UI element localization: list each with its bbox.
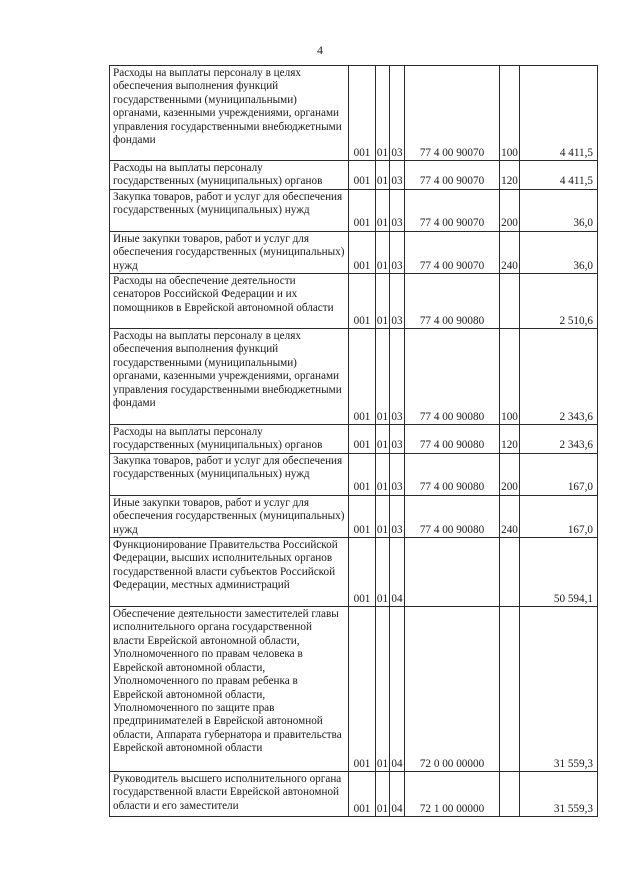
section-code: 01 bbox=[376, 425, 390, 454]
item-name: Расходы на выплаты персоналу государственных (муниципальных) органов bbox=[110, 161, 349, 190]
table-row bbox=[110, 453, 598, 495]
table-row bbox=[110, 329, 598, 425]
expense-type-code: 120 bbox=[500, 161, 520, 190]
amount-value: 167,0 bbox=[520, 495, 598, 537]
target-article-code: 77 4 00 90080 bbox=[405, 495, 500, 537]
item-name: Расходы на выплаты персоналу в целях обеспечения выполнения функций государственными (муниципальными) органами, казенными учреждениями, органами управления государственными внебюджетными фондами bbox=[110, 329, 349, 425]
item-name: Обеспечение деятельности заместителей главы исполнительного органа государственной власти Еврейской автономной области, Уполномоченного по правам человека в Еврейской автономной области, Уполномоченного по правам ребенка в Еврейской автономной области, Уполномоченного по защите прав предпринимателей в Еврейской автономной области, Аппарата губернатора и правительства Еврейской автономной области bbox=[110, 607, 349, 772]
section-code: 01 bbox=[376, 495, 390, 537]
amount-value: 167,0 bbox=[520, 453, 598, 495]
amount-value: 4 411,5 bbox=[520, 161, 598, 190]
target-article-code: 77 4 00 90080 bbox=[405, 329, 500, 425]
target-article-code: 77 4 00 90070 bbox=[405, 231, 500, 273]
subsection-code: 04 bbox=[390, 607, 405, 772]
item-name: Расходы на выплаты персоналу в целях обеспечения выполнения функций государственными (муниципальными) органами, казенными учреждениями, органами управления государственными внебюджетными фондами bbox=[110, 66, 349, 161]
subsection-code: 04 bbox=[390, 772, 405, 817]
amount-value: 36,0 bbox=[520, 189, 598, 231]
ministry-code: 001 bbox=[349, 189, 376, 231]
subsection-code: 04 bbox=[390, 538, 405, 607]
target-article-code: 72 0 00 00000 bbox=[405, 607, 500, 772]
table-row bbox=[110, 425, 598, 454]
ministry-code: 001 bbox=[349, 274, 376, 329]
target-article-code: 77 4 00 90070 bbox=[405, 66, 500, 161]
expense-type-code bbox=[500, 538, 520, 607]
subsection-code: 03 bbox=[390, 425, 405, 454]
amount-value: 36,0 bbox=[520, 231, 598, 273]
table-row bbox=[110, 495, 598, 537]
section-code: 01 bbox=[376, 538, 390, 607]
section-code: 01 bbox=[376, 329, 390, 425]
section-code: 01 bbox=[376, 274, 390, 329]
target-article-code: 72 1 00 00000 bbox=[405, 772, 500, 817]
ministry-code: 001 bbox=[349, 161, 376, 190]
section-code: 01 bbox=[376, 772, 390, 817]
item-name: Руководитель высшего исполнительного органа государственной власти Еврейской автономной области и его заместители bbox=[110, 772, 349, 817]
table-row bbox=[110, 607, 598, 772]
item-name: Иные закупки товаров, работ и услуг для обеспечения государственных (муниципальных) нужд bbox=[110, 231, 349, 273]
target-article-code: 77 4 00 90070 bbox=[405, 161, 500, 190]
expense-type-code: 200 bbox=[500, 453, 520, 495]
ministry-code: 001 bbox=[349, 425, 376, 454]
expense-type-code: 120 bbox=[500, 425, 520, 454]
section-code: 01 bbox=[376, 231, 390, 273]
item-name: Закупка товаров, работ и услуг для обеспечения государственных (муниципальных) нужд bbox=[110, 453, 349, 495]
item-name: Функционирование Правительства Российской Федерации, высших исполнительных органов государственной власти субъектов Российской Федерации, местных администраций bbox=[110, 538, 349, 607]
item-name: Расходы на обеспечение деятельности сенаторов Российской Федерации и их помощников в Еврейской автономной области bbox=[110, 274, 349, 329]
ministry-code: 001 bbox=[349, 231, 376, 273]
expense-type-code bbox=[500, 274, 520, 329]
expense-type-code bbox=[500, 772, 520, 817]
section-code: 01 bbox=[376, 161, 390, 190]
item-name: Закупка товаров, работ и услуг для обеспечения государственных (муниципальных) нужд bbox=[110, 189, 349, 231]
ministry-code: 001 bbox=[349, 453, 376, 495]
section-code: 01 bbox=[376, 607, 390, 772]
target-article-code: 77 4 00 90080 bbox=[405, 453, 500, 495]
item-name: Иные закупки товаров, работ и услуг для обеспечения государственных (муниципальных) нужд bbox=[110, 495, 349, 537]
item-name: Расходы на выплаты персоналу государственных (муниципальных) органов bbox=[110, 425, 349, 454]
expense-type-code: 240 bbox=[500, 495, 520, 537]
subsection-code: 03 bbox=[390, 329, 405, 425]
table-row bbox=[110, 538, 598, 607]
subsection-code: 03 bbox=[390, 161, 405, 190]
budget-table bbox=[109, 65, 598, 817]
expense-type-code bbox=[500, 607, 520, 772]
expense-type-code: 240 bbox=[500, 231, 520, 273]
ministry-code: 001 bbox=[349, 538, 376, 607]
ministry-code: 001 bbox=[349, 66, 376, 161]
table-row bbox=[110, 161, 598, 190]
expense-type-code: 100 bbox=[500, 329, 520, 425]
subsection-code: 03 bbox=[390, 274, 405, 329]
target-article-code: 77 4 00 90080 bbox=[405, 274, 500, 329]
subsection-code: 03 bbox=[390, 189, 405, 231]
amount-value: 2 343,6 bbox=[520, 329, 598, 425]
budget-table-body bbox=[110, 66, 598, 817]
table-row bbox=[110, 66, 598, 161]
subsection-code: 03 bbox=[390, 495, 405, 537]
amount-value: 2 343,6 bbox=[520, 425, 598, 454]
table-row bbox=[110, 772, 598, 817]
subsection-code: 03 bbox=[390, 453, 405, 495]
ministry-code: 001 bbox=[349, 329, 376, 425]
expense-type-code: 200 bbox=[500, 189, 520, 231]
table-row bbox=[110, 231, 598, 273]
table-row bbox=[110, 189, 598, 231]
subsection-code: 03 bbox=[390, 66, 405, 161]
amount-value: 31 559,3 bbox=[520, 607, 598, 772]
section-code: 01 bbox=[376, 189, 390, 231]
page-number: 4 bbox=[317, 43, 323, 57]
ministry-code: 001 bbox=[349, 607, 376, 772]
target-article-code bbox=[405, 538, 500, 607]
ministry-code: 001 bbox=[349, 772, 376, 817]
table-row bbox=[110, 274, 598, 329]
ministry-code: 001 bbox=[349, 495, 376, 537]
amount-value: 4 411,5 bbox=[520, 66, 598, 161]
subsection-code: 03 bbox=[390, 231, 405, 273]
amount-value: 31 559,3 bbox=[520, 772, 598, 817]
section-code: 01 bbox=[376, 66, 390, 161]
amount-value: 50 594,1 bbox=[520, 538, 598, 607]
amount-value: 2 510,6 bbox=[520, 274, 598, 329]
target-article-code: 77 4 00 90070 bbox=[405, 189, 500, 231]
section-code: 01 bbox=[376, 453, 390, 495]
target-article-code: 77 4 00 90080 bbox=[405, 425, 500, 454]
expense-type-code: 100 bbox=[500, 66, 520, 161]
